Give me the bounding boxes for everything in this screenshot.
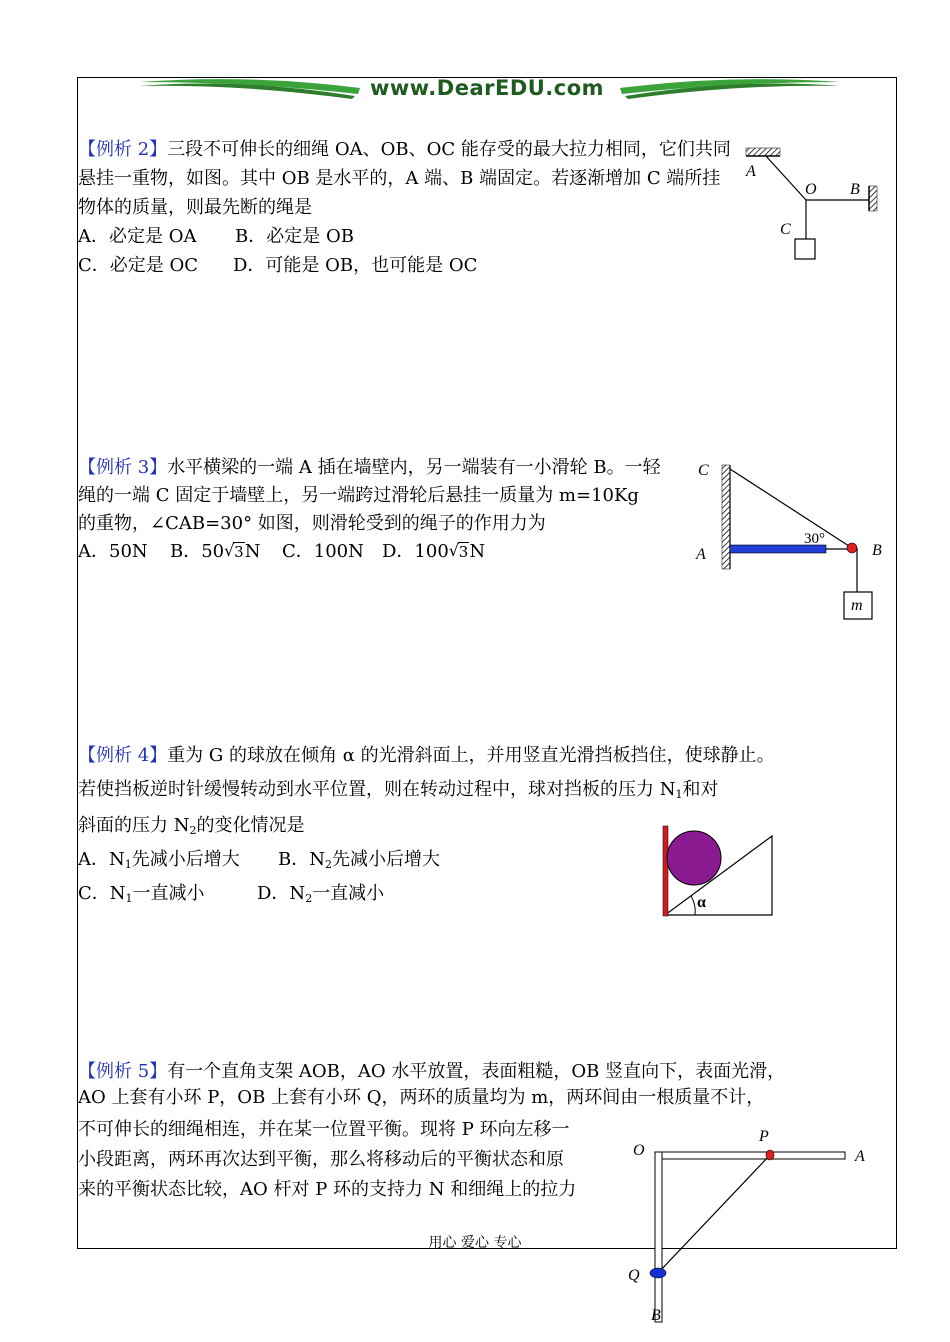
example-4-line-3: 斜面的压力 N2的变化情况是 <box>78 815 305 837</box>
fig5-label-o: O <box>633 1142 645 1159</box>
example-2-line-3: 物体的质量，则最先断的绳是 <box>78 197 312 218</box>
fig3-label-c: C <box>698 462 709 479</box>
example-4-option-c: C．N1一直减小 <box>78 883 205 905</box>
example-3-option-b: B．50√ 3N <box>170 538 260 566</box>
example-2-tag: 【例析 2】 <box>78 139 168 160</box>
sqrt-symbol: √ 3 <box>449 538 470 566</box>
example-5-line-3: 不可伸长的细绳相连，并在某一位置平衡。现将 P 环向左移一 <box>78 1119 570 1140</box>
example-3-line-3: 的重物，∠CAB=30° 如图，则滑轮受到的绳子的作用力为 <box>78 513 546 534</box>
fig3-angle-label: 30° <box>804 531 825 547</box>
fig3-label-m: m <box>851 597 863 614</box>
example-2-figure <box>740 140 890 265</box>
example-5-line-5: 来的平衡状态比较，AO 杆对 P 环的支持力 N 和细绳上的拉力 <box>78 1179 577 1200</box>
fig2-label-c: C <box>780 221 791 238</box>
example-3-option-a: A．50N <box>78 541 148 562</box>
example-4-tag: 【例析 4】 <box>78 745 168 766</box>
example-4-option-d: D．N2一直减小 <box>257 883 385 905</box>
page-footer: 用心 爱心 专心 <box>428 1235 522 1251</box>
example-2-line-1: 【例析 2】三段不可伸长的细绳 OA、OB、OC 能存受的最大拉力相同，它们共同 <box>78 139 731 160</box>
fig2-label-b: B <box>850 181 860 198</box>
sqrt-symbol: √ 3 <box>224 538 245 566</box>
example-5-line-1: 【例析 5】有一个直角支架 AOB，AO 水平放置，表面粗糙，OB 竖直向下，表面光滑， <box>78 1061 786 1082</box>
example-5-figure <box>625 1125 885 1330</box>
fig4-alpha-label: α <box>697 894 706 911</box>
fig5-label-p: P <box>759 1128 769 1145</box>
example-3-line-1: 【例析 3】水平横梁的一端 A 插在墙壁内，另一端装有一小滑轮 B。一轻 <box>78 457 661 478</box>
fig2-label-o: O <box>805 181 817 198</box>
fig5-label-b: B <box>651 1307 661 1324</box>
example-2-option-b: B．必定是 OB <box>235 226 354 247</box>
example-4-option-a: A．N1先减小后增大 <box>78 849 240 871</box>
example-3-option-d: D．100√ 3N <box>382 538 485 566</box>
example-4-line-1: 【例析 4】重为 G 的球放在倾角 α 的光滑斜面上，并用竖直光滑挡板挡住，使球静止。 <box>78 745 775 766</box>
example-2-option-a: A．必定是 OA <box>78 226 197 247</box>
example-4-option-b: B．N2先减小后增大 <box>278 849 440 871</box>
example-5-line-4: 小段距离，两环再次达到平衡，那么将移动后的平衡状态和原 <box>78 1149 564 1170</box>
example-3-option-c: C．100N <box>282 541 364 562</box>
example-2-line-2: 悬挂一重物，如图。其中 OB 是水平的，A 端、B 端固定。若逐渐增加 C 端所挂 <box>78 168 721 189</box>
example-4-figure <box>655 820 780 920</box>
fig2-label-a: A <box>746 163 756 180</box>
fig5-label-q: Q <box>628 1267 640 1284</box>
example-3-figure <box>690 455 890 625</box>
example-3-tag: 【例析 3】 <box>78 457 168 478</box>
example-5-line-2: AO 上套有小环 P，OB 上套有小环 Q，两环的质量均为 m，两环间由一根质量不计， <box>78 1087 765 1108</box>
example-2-option-c: C．必定是 OC <box>78 255 199 276</box>
fig5-label-a: A <box>855 1148 865 1165</box>
fig3-label-b: B <box>872 542 882 559</box>
example-4-line-2: 若使挡板逆时针缓慢转动到水平位置，则在转动过程中，球对挡板的压力 N1和对 <box>78 779 719 801</box>
example-3-line-2: 绳的一端 C 固定于墙壁上，另一端跨过滑轮后悬挂一质量为 m=10Kg <box>78 485 639 506</box>
example-5-tag: 【例析 5】 <box>78 1061 168 1082</box>
example-2-option-d: D．可能是 OB，也可能是 OC <box>233 255 478 276</box>
fig3-label-a: A <box>696 546 706 563</box>
site-logo-text: www.DearEDU.com <box>369 76 605 100</box>
